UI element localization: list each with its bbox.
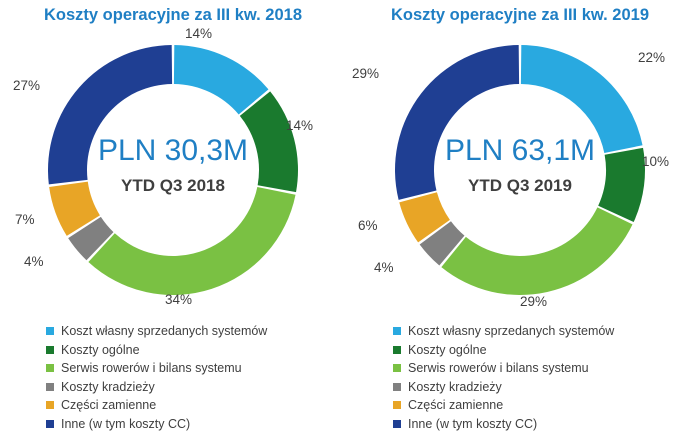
legend-label-2018-1: Koszty ogólne (61, 342, 140, 357)
legend-item-2018-4[interactable] (46, 396, 336, 415)
legend-swatch-icon-2018-4 (46, 401, 54, 409)
slice-label-2019-4: 6% (358, 218, 378, 233)
chart-title-2019: Koszty operacyjne za III kw. 2019 (390, 6, 649, 24)
legend-item-2019-3[interactable] (393, 378, 683, 397)
chart-title-2018: Koszty operacyjne za III kw. 2018 (43, 6, 302, 24)
legend-item-2018-5[interactable] (46, 415, 336, 434)
legend-swatch-icon-2018-3 (46, 383, 54, 391)
legend-item-2019-4[interactable] (393, 396, 683, 415)
slice-label-2018-3: 4% (24, 254, 44, 269)
legend-item-2019-0[interactable] (393, 322, 683, 341)
slice-label-2019-1: 10% (642, 154, 670, 169)
slice-label-2019-2: 29% (520, 294, 548, 309)
center-subtitle-2018: YTD Q3 2018 (121, 176, 225, 195)
legend-swatch-icon-2019-1 (393, 346, 401, 354)
slice-label-2019-0: 22% (638, 50, 666, 65)
legend-label-2018-0: Koszt własny sprzedanych systemów (61, 324, 268, 339)
slice-label-2018-0: 14% (185, 26, 213, 41)
chart-panel-2018 (0, 0, 346, 440)
legend-label-2018-5: Inne (w tym koszty CC) (61, 416, 191, 431)
donut-slice (441, 207, 632, 295)
legend-item-2018-2[interactable] (46, 359, 336, 378)
legend-label-2019-5: Inne (w tym koszty CC) (408, 416, 538, 431)
legend-label-2019-0: Koszt własny sprzedanych systemów (408, 324, 615, 339)
legend-2018 (46, 322, 336, 433)
legend-label-2019-2: Serwis rowerów i bilans systemu (408, 361, 589, 376)
slice-label-2018-5: 27% (13, 78, 41, 93)
slice-label-2018-4: 7% (15, 212, 35, 227)
slice-label-2019-3: 4% (374, 260, 394, 275)
legend-swatch-icon-2018-5 (46, 420, 54, 428)
donut-svg-2018 (33, 30, 313, 310)
legend-label-2019-4: Części zamienne (408, 398, 504, 413)
center-subtitle-2019: YTD Q3 2019 (468, 176, 572, 195)
legend-item-2018-3[interactable] (46, 378, 336, 397)
center-value-2018: PLN 30,3M (97, 134, 249, 167)
legend-swatch-icon-2018-1 (46, 346, 54, 354)
legend-swatch-icon-2019-4 (393, 401, 401, 409)
donut-chart-2018 (13, 26, 314, 310)
legend-item-2018-0[interactable] (46, 322, 336, 341)
legend-item-2018-1[interactable] (46, 341, 336, 360)
donut-slice (88, 187, 295, 295)
slice-label-2018-2: 34% (165, 292, 193, 307)
chart-panel-2019 (347, 0, 693, 440)
legend-item-2019-2[interactable] (393, 359, 683, 378)
legend-swatch-icon-2018-0 (46, 327, 54, 335)
legend-swatch-icon-2019-2 (393, 364, 401, 372)
legend-item-2019-5[interactable] (393, 415, 683, 434)
legend-2019 (393, 322, 683, 433)
legend-label-2019-1: Koszty ogólne (408, 342, 487, 357)
legend-label-2019-3: Koszty kradzieży (408, 379, 502, 394)
legend-label-2018-2: Serwis rowerów i bilans systemu (61, 361, 242, 376)
center-value-2019: PLN 63,1M (444, 134, 596, 167)
legend-swatch-icon-2018-2 (46, 364, 54, 372)
slice-label-2019-5: 29% (352, 66, 380, 81)
legend-swatch-icon-2019-5 (393, 420, 401, 428)
legend-swatch-icon-2019-3 (393, 383, 401, 391)
donut-chart-2019 (352, 30, 670, 310)
legend-label-2018-3: Koszty kradzieży (61, 379, 155, 394)
legend-swatch-icon-2019-0 (393, 327, 401, 335)
legend-item-2019-1[interactable] (393, 341, 683, 360)
slice-label-2018-1: 14% (286, 118, 314, 133)
donut-slice (174, 45, 269, 114)
legend-label-2018-4: Części zamienne (61, 398, 157, 413)
donut-svg-2019 (380, 30, 660, 310)
